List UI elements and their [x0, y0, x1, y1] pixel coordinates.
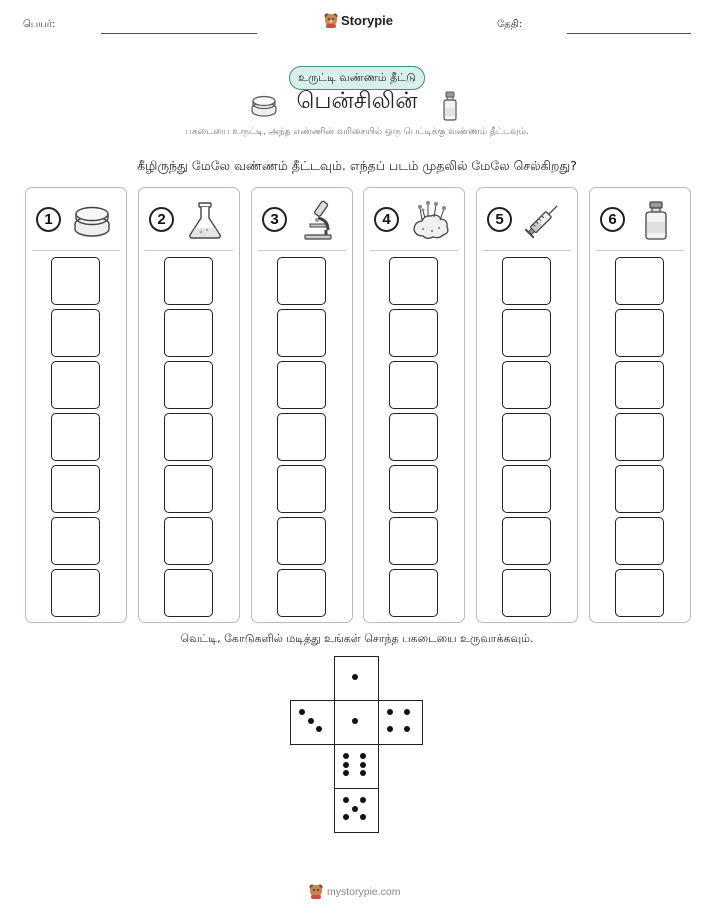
color-box[interactable] [164, 569, 213, 617]
dice-pip [343, 814, 349, 820]
subtitle: பகடையை உருட்டி, அந்த எண்ணின் வரிசையில் ஒரு பெட்டிக்கு வண்ணம் தீட்டவும். [185, 127, 529, 137]
color-box[interactable] [277, 309, 326, 357]
dice-face-1 [334, 700, 379, 745]
color-box[interactable] [164, 257, 213, 305]
dice-face-6 [334, 744, 379, 789]
color-box[interactable] [51, 465, 100, 513]
dice-pip [343, 770, 349, 776]
color-box[interactable] [164, 309, 213, 357]
dice-pip [352, 806, 358, 812]
dice-pip [360, 814, 366, 820]
color-box[interactable] [51, 413, 100, 461]
color-box[interactable] [51, 309, 100, 357]
column-number: 5 [487, 207, 512, 232]
dice-pip [352, 718, 358, 724]
roll-column-1 [25, 187, 127, 623]
color-box[interactable] [502, 569, 551, 617]
color-box[interactable] [51, 569, 100, 617]
color-box[interactable] [615, 257, 664, 305]
dice-pip [360, 753, 366, 759]
activity-badge: உருட்டி வண்ணம் தீட்டு [289, 66, 425, 90]
bear-icon [309, 884, 323, 899]
color-box[interactable] [389, 413, 438, 461]
vial-icon [440, 90, 460, 122]
divider [145, 250, 233, 251]
flask-icon [183, 198, 227, 242]
color-box[interactable] [51, 257, 100, 305]
color-box[interactable] [389, 517, 438, 565]
dice-pip [316, 726, 322, 732]
color-box[interactable] [164, 517, 213, 565]
color-box[interactable] [164, 465, 213, 513]
dice-pip [360, 762, 366, 768]
color-box[interactable] [51, 517, 100, 565]
dice-pip [308, 718, 314, 724]
color-box[interactable] [389, 465, 438, 513]
divider [596, 250, 684, 251]
instruction: கீழிருந்து மேலே வண்ணம் தீட்டவும். எந்தப் படம் முதலில் மேலே செல்கிறது? [137, 158, 577, 173]
dice-face-3 [290, 700, 335, 745]
microscope-icon [296, 198, 340, 242]
column-number: 3 [262, 207, 287, 232]
roll-column-6 [589, 187, 691, 623]
dice-face-1 [334, 656, 379, 701]
color-box[interactable] [502, 309, 551, 357]
color-box[interactable] [164, 413, 213, 461]
color-box[interactable] [389, 257, 438, 305]
color-box[interactable] [615, 309, 664, 357]
mold-icon [408, 198, 452, 242]
date-label: தேதி: [497, 19, 523, 30]
color-box[interactable] [277, 257, 326, 305]
color-box[interactable] [277, 413, 326, 461]
color-box[interactable] [51, 361, 100, 409]
color-box[interactable] [502, 465, 551, 513]
dice-face-5 [334, 788, 379, 833]
dice-face-4 [378, 700, 423, 745]
name-line [101, 33, 257, 34]
dice-pip [404, 709, 410, 715]
brand-logo [324, 13, 393, 28]
footer-url: mystorypie.com [327, 885, 401, 898]
color-box[interactable] [389, 309, 438, 357]
color-box[interactable] [502, 517, 551, 565]
dice-pip [404, 726, 410, 732]
petri-dish-icon [70, 198, 114, 242]
divider [370, 250, 458, 251]
color-box[interactable] [615, 413, 664, 461]
footer [309, 884, 401, 899]
dice-pip [343, 797, 349, 803]
cut-instruction: வெட்டி, கோடுகளில் மடித்து உங்கள் சொந்த பகடையை உருவாக்கவும். [180, 632, 534, 645]
color-box[interactable] [615, 569, 664, 617]
bear-icon [324, 13, 338, 28]
syringe-icon [521, 198, 565, 242]
color-box[interactable] [277, 361, 326, 409]
dice-pip [343, 762, 349, 768]
column-number: 2 [149, 207, 174, 232]
name-label: பெயர்: [23, 19, 56, 30]
column-number: 1 [36, 207, 61, 232]
color-box[interactable] [615, 465, 664, 513]
divider [258, 250, 346, 251]
roll-column-2 [138, 187, 240, 623]
dice-pip [387, 726, 393, 732]
divider [32, 250, 120, 251]
color-box[interactable] [389, 361, 438, 409]
color-box[interactable] [277, 517, 326, 565]
roll-column-5 [476, 187, 578, 623]
divider [483, 250, 571, 251]
brand-name: Storypie [341, 13, 394, 28]
color-box[interactable] [389, 569, 438, 617]
dice-pip [352, 674, 358, 680]
color-box[interactable] [277, 465, 326, 513]
color-box[interactable] [502, 361, 551, 409]
color-box[interactable] [615, 361, 664, 409]
petri-dish-icon [250, 93, 278, 119]
dice-pip [360, 797, 366, 803]
roll-column-4 [363, 187, 465, 623]
dice-pip [299, 709, 305, 715]
column-number: 4 [374, 207, 399, 232]
dice-pip [343, 753, 349, 759]
vial-icon [634, 198, 678, 242]
roll-column-3 [251, 187, 353, 623]
page-title: பென்சிலின் [296, 88, 418, 114]
dice-pip [360, 770, 366, 776]
color-box[interactable] [502, 413, 551, 461]
color-box[interactable] [615, 517, 664, 565]
column-number: 6 [600, 207, 625, 232]
date-line [567, 33, 691, 34]
dice-pip [387, 709, 393, 715]
color-box[interactable] [164, 361, 213, 409]
color-box[interactable] [502, 257, 551, 305]
color-box[interactable] [277, 569, 326, 617]
